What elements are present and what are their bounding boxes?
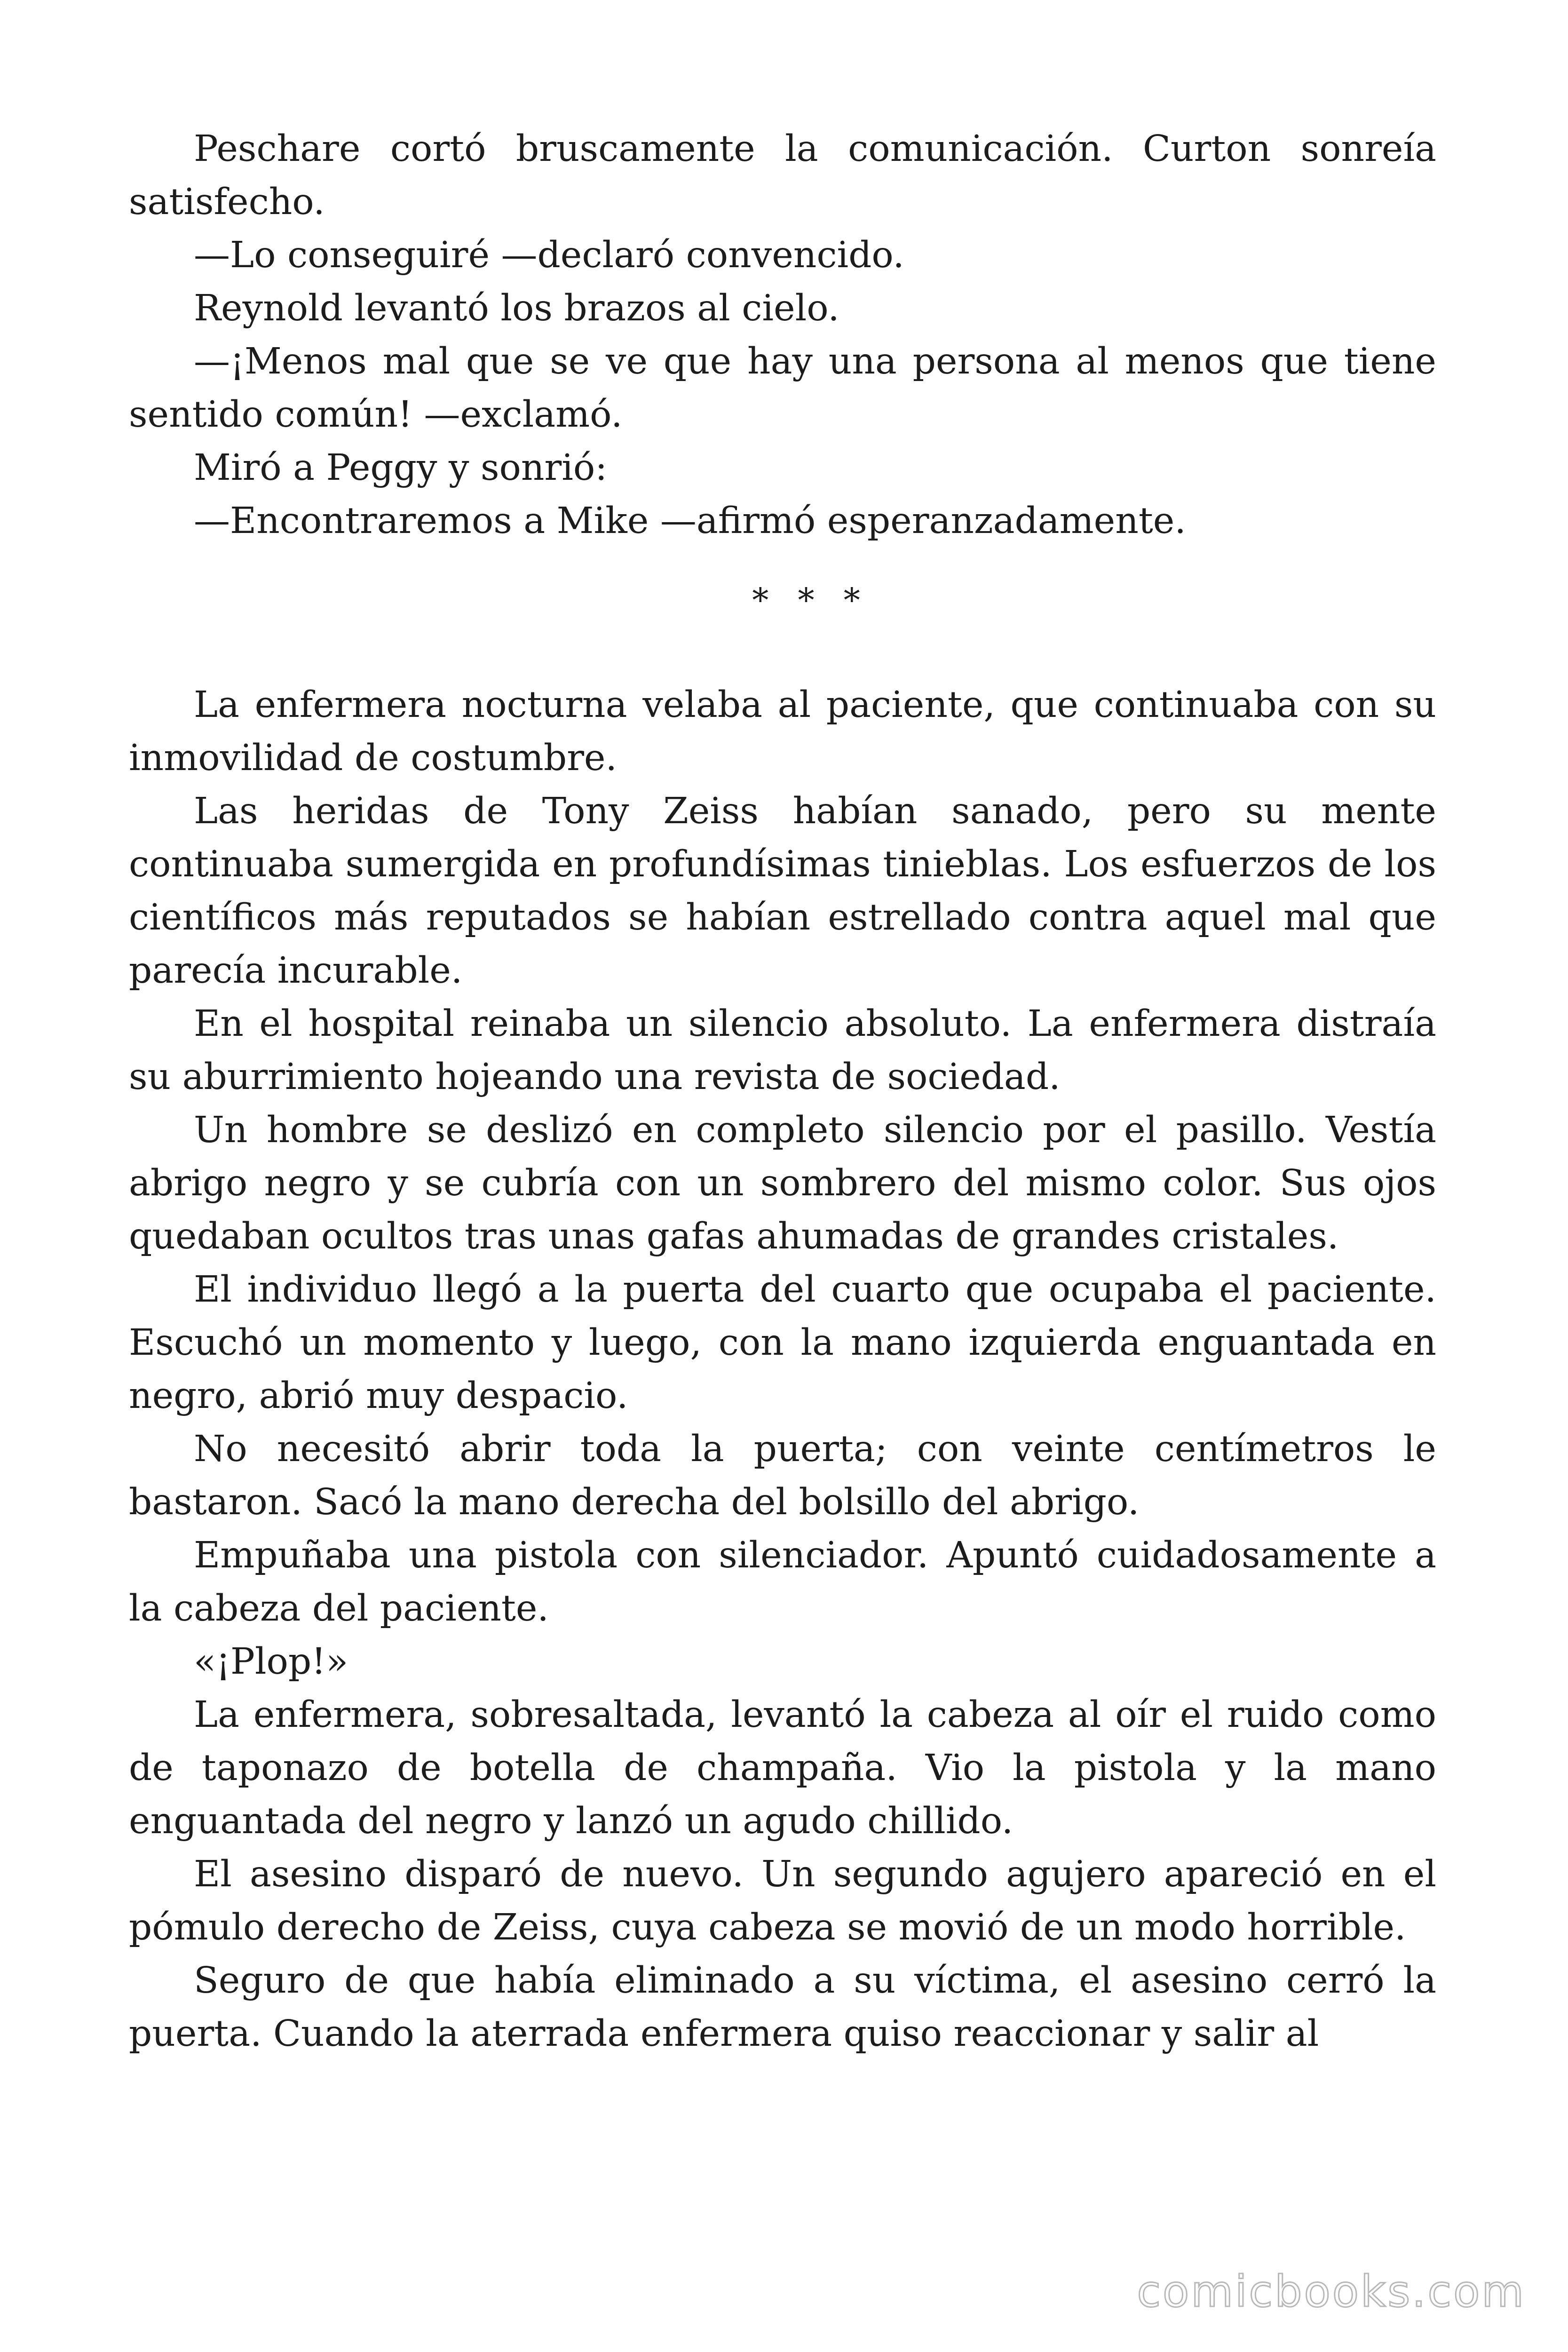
section-spacer xyxy=(129,654,1436,678)
paragraph: El asesino disparó de nuevo. Un segundo agujero apareció en el pómulo derecho de Zeiss, cuya cabeza se movió de un modo horrible. xyxy=(129,1853,1436,1948)
paragraph: Miró a Peggy y sonrió: xyxy=(194,447,608,489)
paragraph: —Lo conseguiré —declaró convencido. xyxy=(194,234,904,276)
paragraph: Un hombre se deslizó en completo silencio por el pasillo. Vestía abrigo negro y se cubría con un sombrero del mismo color. Sus ojos quedaban ocultos tras unas gafas ahumadas de grandes cristales. xyxy=(129,1109,1436,1257)
paragraph: La enfermera nocturna velaba al paciente, que continuaba con su inmovilidad de costumbre. xyxy=(129,684,1436,779)
paragraph: —¡Menos mal que se ve que hay una persona al menos que tiene sentido común! —exclamó. xyxy=(129,341,1436,436)
paragraph: No necesitó abrir toda la puerta; con veinte centímetros le bastaron. Sacó la mano derecha del bolsillo del abrigo. xyxy=(129,1428,1436,1523)
paragraph: Reynold levantó los brazos al cielo. xyxy=(194,287,839,329)
paragraph: El individuo llegó a la puerta del cuarto que ocupaba el paciente. Escuchó un momento y luego, con la mano izquierda enguantada en negro, abrió muy despacio. xyxy=(129,1269,1436,1417)
paragraph: En el hospital reinaba un silencio absoluto. La enfermera distraía su aburrimiento hojeando una revista de sociedad. xyxy=(129,1003,1436,1098)
paragraph: Peschare cortó bruscamente la comunicación. Curton sonreía satisfecho. xyxy=(129,128,1436,223)
paragraph: La enfermera, sobresaltada, levantó la cabeza al oír el ruido como de taponazo de botella de champaña. Vio la pistola y la mano enguantada del negro y lanzó un agudo chillido. xyxy=(129,1694,1436,1842)
paragraph: Las heridas de Tony Zeiss habían sanado, pero su mente continuaba sumergida en profundísimas tinieblas. Los esfuerzos de los científicos más reputados se habían estrellado contra aquel mal que parecía incurable. xyxy=(129,790,1436,992)
paragraph: Empuñaba una pistola con silenciador. Apuntó cuidadosamente a la cabeza del paciente. xyxy=(129,1534,1436,1629)
watermark: comicbooks.com xyxy=(1137,2266,1526,2317)
paragraph: «¡Plop!» xyxy=(194,1641,348,1683)
section-break: * * * xyxy=(752,581,870,620)
paragraph: —Encontraremos a Mike —afirmó esperanzadamente. xyxy=(194,500,1186,542)
page-body xyxy=(129,122,1436,2060)
paragraph: Seguro de que había eliminado a su víctima, el asesino cerró la puerta. Cuando la aterrada enfermera quiso reaccionar y salir al xyxy=(129,1960,1436,2055)
